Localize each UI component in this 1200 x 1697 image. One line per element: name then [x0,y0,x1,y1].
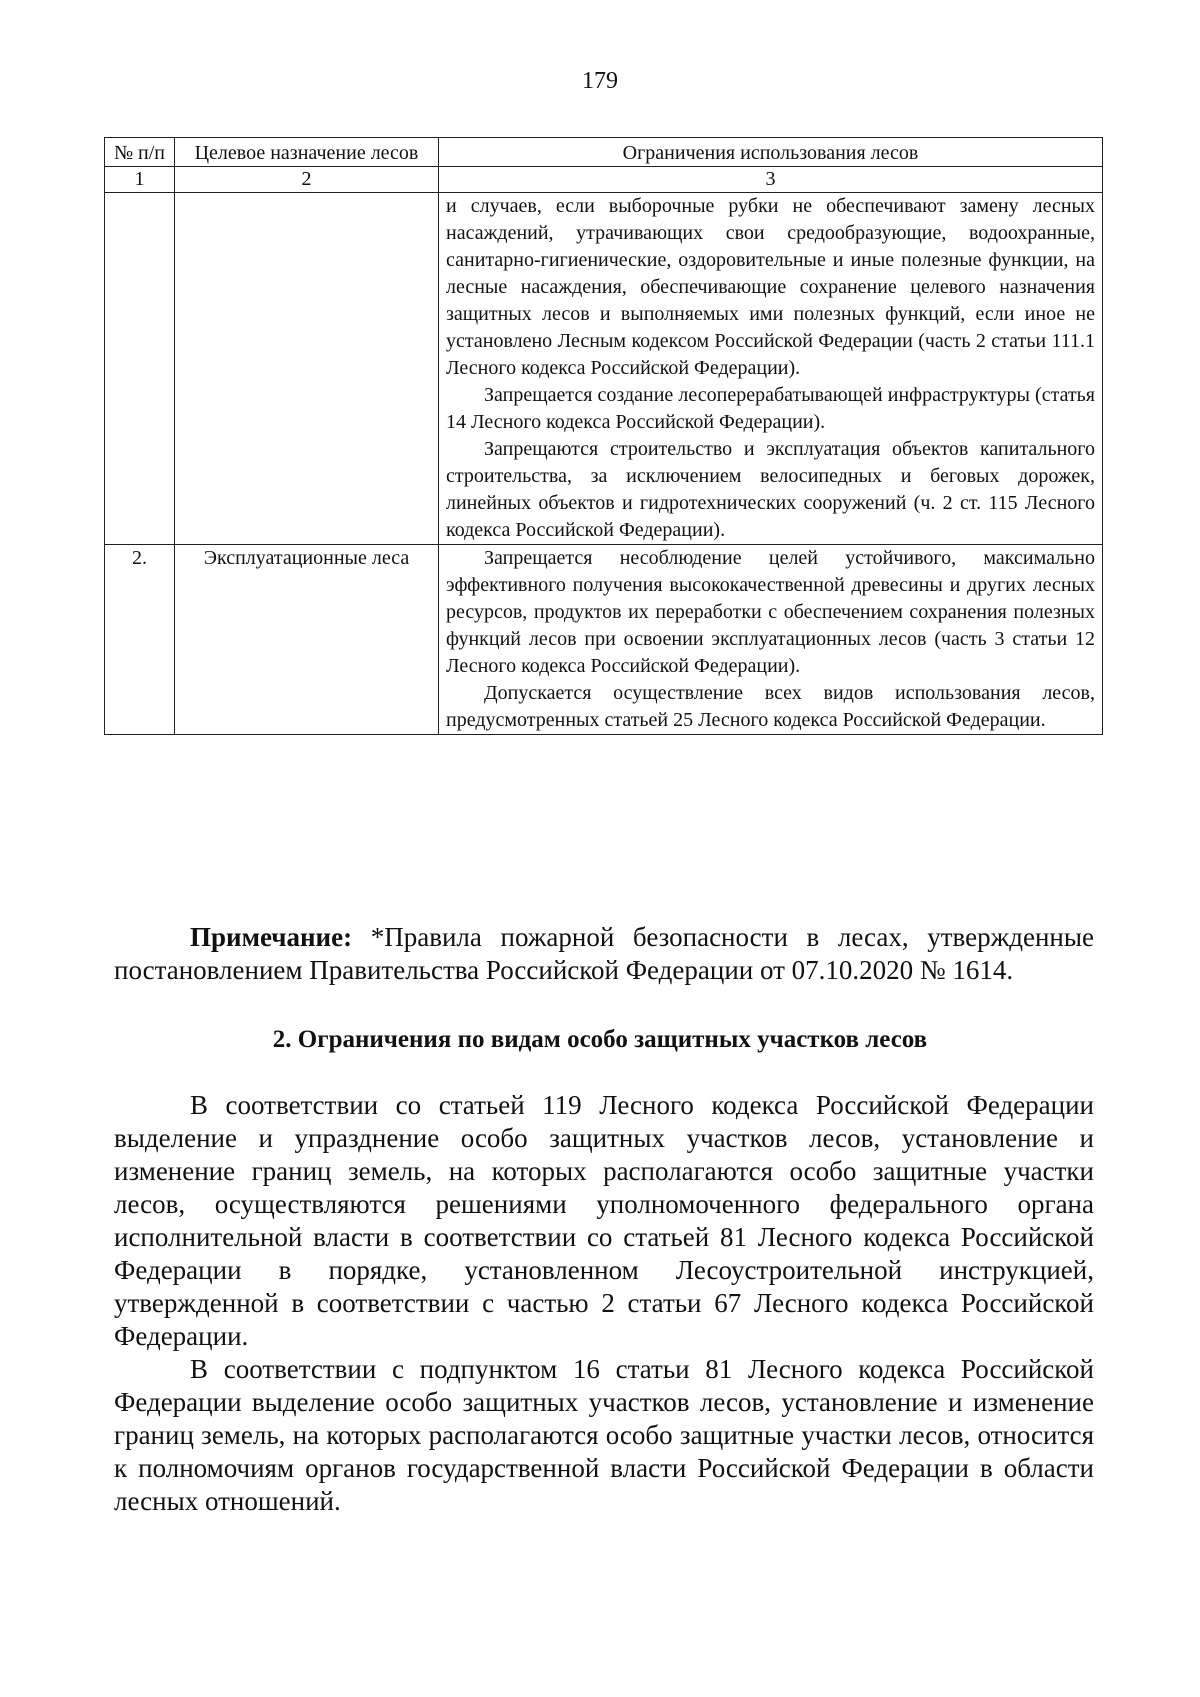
header-purpose: Целевое назначение лесов [175,138,439,167]
row-number [105,193,175,545]
note-text: *Правила пожарной безопасности в лесах, утвержденные постановлением Правительства Российской Федерации от 07.10.2020 № 1614. [114,922,1094,985]
restriction-paragraph: Запрещаются строительство и эксплуатация объектов капитального строительства, за исключением велосипедных и беговых дорожек, линейных объектов и гидротехнических сооружений (ч. 2 ст. 115 Лесного кодекса Российской Федерации). [446,438,1095,541]
restriction-paragraph: Допускается осуществление всех видов использования лесов, предусмотренных статьей 25 Лесного кодекса Российской Федерации. [446,682,1095,731]
column-number: 3 [439,167,1103,193]
table-row [105,193,1103,545]
column-number: 1 [105,167,175,193]
row-purpose [175,193,439,545]
row-restrictions [439,545,1103,735]
table-row [105,545,1103,735]
restriction-paragraph: Запрещается создание лесоперерабатывающей инфраструктуры (статья 14 Лесного кодекса Российской Федерации). [446,384,1095,433]
column-number: 2 [175,167,439,193]
restriction-paragraph: Запрещается несоблюдение целей устойчивого, максимально эффективного получения высококачественной древесины и других лесных ресурсов, продуктов их переработки с обеспечением сохранения полезных функций лесов при освоении эксплуатационных лесов (часть 3 статьи 12 Лесного кодекса Российской Федерации). [446,547,1095,677]
section-heading: 2. Ограничения по видам особо защитных участков лесов [272,1026,928,1053]
row-restrictions [439,193,1103,545]
header-num: № п/п [105,138,175,167]
table-header-row [105,138,1103,167]
forest-restrictions-table [104,137,1103,735]
page-number: 179 [582,68,618,94]
table-note [114,921,1094,987]
row-number: 2. [105,545,175,735]
note-label: Примечание: [190,922,353,952]
body-paragraph: В соответствии со статьей 119 Лесного кодекса Российской Федерации выделение и упразднение особо защитных участков лесов, установление и изменение границ земель, на которых располагаются особо защитные участки лесов, осуществляются решениями уполномоченного федерального органа исполнительной власти в соответствии со статьей 81 Лесного кодекса Российской Федерации в порядке, установленном Лесоустроительной инструкцией, утвержденной в соответствии с частью 2 статьи 67 Лесного кодекса Российской Федерации. [114,1090,1094,1351]
body-paragraph: В соответствии с подпунктом 16 статьи 81 Лесного кодекса Российской Федерации выделение особо защитных участков лесов, установление и изменение границ земель, на которых располагаются особо защитные участки лесов, относится к полномочиям органов государственной власти Российской Федерации в области лесных отношений. [114,1354,1094,1516]
row-purpose: Эксплуатационные леса [175,545,439,735]
column-number-row [105,167,1103,193]
header-restrictions: Ограничения использования лесов [439,138,1103,167]
section-body [114,1089,1094,1518]
restriction-paragraph: и случаев, если выборочные рубки не обеспечивают замену лесных насаждений, утрачивающих свои средообразующие, водоохранные, санитарно-гигиенические, оздоровительные и иные полезные функции, на лесные насаждения, обеспечивающие сохранение целевого назначения защитных лесов и выполняемых ими полезных функций, если иное не установлено Лесным кодексом Российской Федерации (часть 2 статьи 111.1 Лесного кодекса Российской Федерации). [446,195,1095,379]
